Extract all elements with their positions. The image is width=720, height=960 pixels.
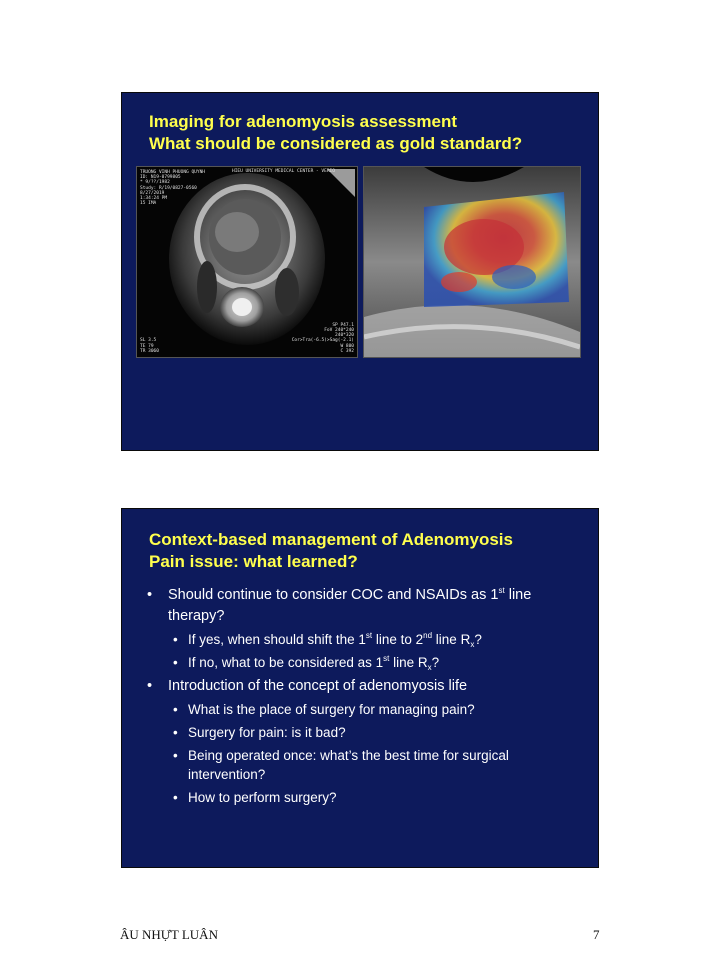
mri-image bbox=[136, 166, 358, 358]
slide2-title-line1: Context-based management of Adenomyosis bbox=[149, 530, 513, 549]
slide1-title-line2: What should be considered as gold standard? bbox=[149, 134, 523, 153]
subbullet-if-yes: • If yes, when should shift the 1st line to 2nd line $R_x$? bbox=[142, 630, 586, 649]
bullet-list bbox=[142, 585, 586, 811]
slide1-title-line1: Imaging for adenomyosis assessment bbox=[149, 112, 457, 131]
bullet-coc-nsaids: • Should continue to consider COC and NSAIDs as 1st line therapy? bbox=[142, 585, 586, 627]
footer-page-number: 7 bbox=[593, 927, 600, 942]
ultrasound-graphic bbox=[364, 167, 580, 357]
subbullet-surgery-bad: • Surgery for pain: is it bad? bbox=[142, 723, 586, 742]
slide2-title bbox=[149, 529, 588, 573]
slide-pain-management bbox=[121, 508, 599, 868]
slide2-title-line2: Pain issue: what learned? bbox=[149, 552, 358, 571]
subbullet-if-no: • If no, what to be considered as 1st line $R_x$? bbox=[142, 653, 586, 672]
footer-author: ÂU NHỰT LUÂN bbox=[120, 927, 218, 942]
mri-overlay-institution: HIEU UNIVERSITY MEDICAL CENTER - VERIO bbox=[232, 169, 335, 174]
subbullet-place-of-surgery: • What is the place of surgery for managing pain? bbox=[142, 700, 586, 719]
bullet-adenomyosis-life: • Introduction of the concept of adenomyosis life bbox=[142, 676, 586, 697]
slide-imaging bbox=[121, 92, 599, 451]
mri-overlay-sequence: SL 3.5 TE 79 TR 3060 bbox=[140, 338, 159, 354]
subbullet-how-to-perform: • How to perform surgery? bbox=[142, 788, 586, 807]
ultrasound-elastography-image bbox=[363, 166, 581, 358]
mri-overlay-patient-info: TRUONG VINH PHUONG QUYNH ID: N19-0799805 * 9/??/1982 Study: R/19/0827-0560 8/27/2019 1:34:24 PM 15 IMA bbox=[140, 170, 206, 207]
slide1-title bbox=[149, 111, 588, 155]
subbullet-best-time: • Being operated once: what’s the best time for surgical intervention? bbox=[142, 746, 586, 784]
mri-overlay-scan-params: SP P47.1 FoV 240*240 240*320 Cor>Tra(-6.5)>Sag(-2.1) W 800 C 392 bbox=[291, 322, 354, 354]
